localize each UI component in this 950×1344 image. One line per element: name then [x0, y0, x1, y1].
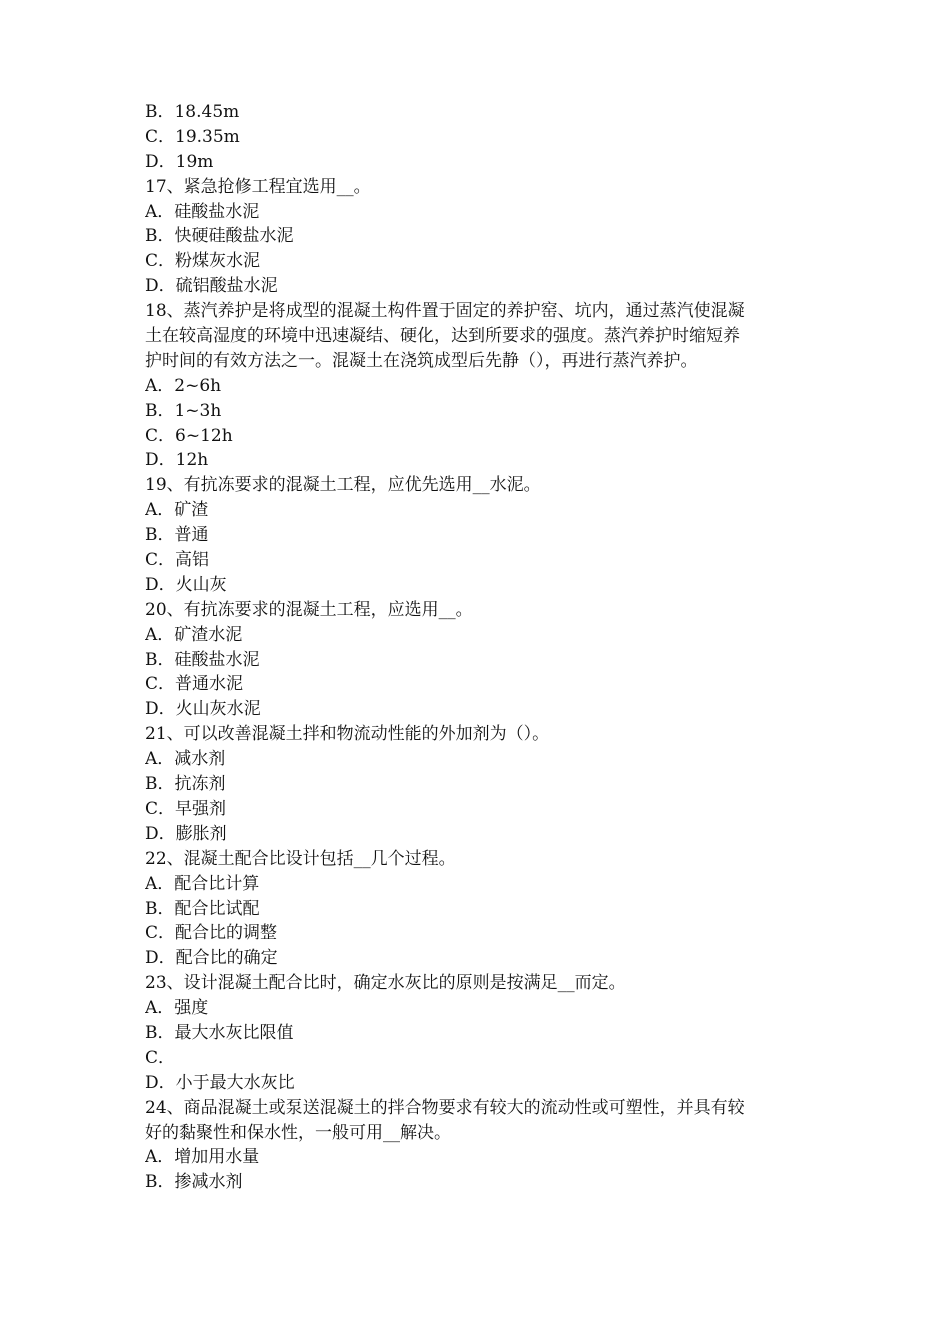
- text-line: 好的黏聚性和保水性，一般可用__解决。: [145, 1122, 451, 1143]
- text-line: B．1~3h: [145, 400, 222, 421]
- text-line: A．减水剂: [145, 749, 226, 770]
- text-line: C．早强剂: [145, 798, 227, 819]
- text-line: C．配合比的调整: [145, 923, 278, 944]
- text-line: C．6~12h: [145, 425, 233, 446]
- text-line: B．掺减水剂: [145, 1172, 243, 1193]
- text-line: B．18.45m: [145, 102, 240, 122]
- text-line: C．: [145, 1047, 176, 1068]
- text-line: A．硅酸盐水泥: [145, 201, 260, 222]
- text-line: 19、有抗冻要求的混凝土工程，应优先选用__水泥。: [145, 475, 541, 496]
- text-line: 22、混凝土配合比设计包括__几个过程。: [145, 848, 456, 869]
- text-line: D．配合比的确定: [145, 948, 278, 969]
- text-line: 23、设计混凝土配合比时，确定水灰比的原则是按满足__而定。: [145, 973, 626, 994]
- text-line: 20、有抗冻要求的混凝土工程，应选用__。: [145, 599, 473, 620]
- text-line: 21、可以改善混凝土拌和物流动性能的外加剂为（）。: [145, 724, 550, 745]
- text-line: A．增加用水量: [145, 1147, 260, 1168]
- text-line: B．抗冻剂: [145, 774, 226, 795]
- text-line: A．矿渣水泥: [145, 624, 243, 645]
- text-line: 护时间的有效方法之一。混凝土在浇筑成型后先静（），再进行蒸汽养护。: [145, 350, 698, 371]
- text-line: C．粉煤灰水泥: [145, 251, 261, 272]
- text-line: 17、紧急抢修工程宜选用__。: [145, 176, 371, 197]
- text-line: B．普通: [145, 525, 209, 546]
- text-line: D．12h: [145, 450, 209, 471]
- text-line: B．最大水灰比限值: [145, 1022, 294, 1043]
- document-body: [145, 100, 815, 1195]
- text-line: 18、蒸汽养护是将成型的混凝土构件置于固定的养护窑、坑内，通过蒸汽使混凝: [145, 301, 745, 322]
- text-line: 土在较高湿度的环境中迅速凝结、硬化，达到所要求的强度。蒸汽养护时缩短养: [145, 326, 740, 347]
- text-line: A．矿渣: [145, 500, 209, 521]
- text-line: B．硅酸盐水泥: [145, 649, 260, 670]
- text-line: B．快硬硅酸盐水泥: [145, 226, 294, 247]
- text-line: D．硫铝酸盐水泥: [145, 276, 278, 297]
- text-line: C．19.35m: [145, 126, 240, 147]
- text-line: D．膨胀剂: [145, 823, 227, 844]
- text-line: C．普通水泥: [145, 674, 244, 695]
- text-line: A．2~6h: [145, 375, 222, 396]
- text-line: C．高铝: [145, 550, 210, 571]
- text-line: D．火山灰水泥: [145, 699, 261, 720]
- text-line: A．强度: [145, 998, 209, 1019]
- text-line: D．19m: [145, 151, 214, 172]
- text-line: A．配合比计算: [145, 873, 260, 894]
- text-line: B．配合比试配: [145, 898, 260, 919]
- text-line: D．火山灰: [145, 574, 227, 595]
- text-line: D．小于最大水灰比: [145, 1072, 295, 1093]
- text-line: 24、商品混凝土或泵送混凝土的拌合物要求有较大的流动性或可塑性，并具有较: [145, 1097, 745, 1118]
